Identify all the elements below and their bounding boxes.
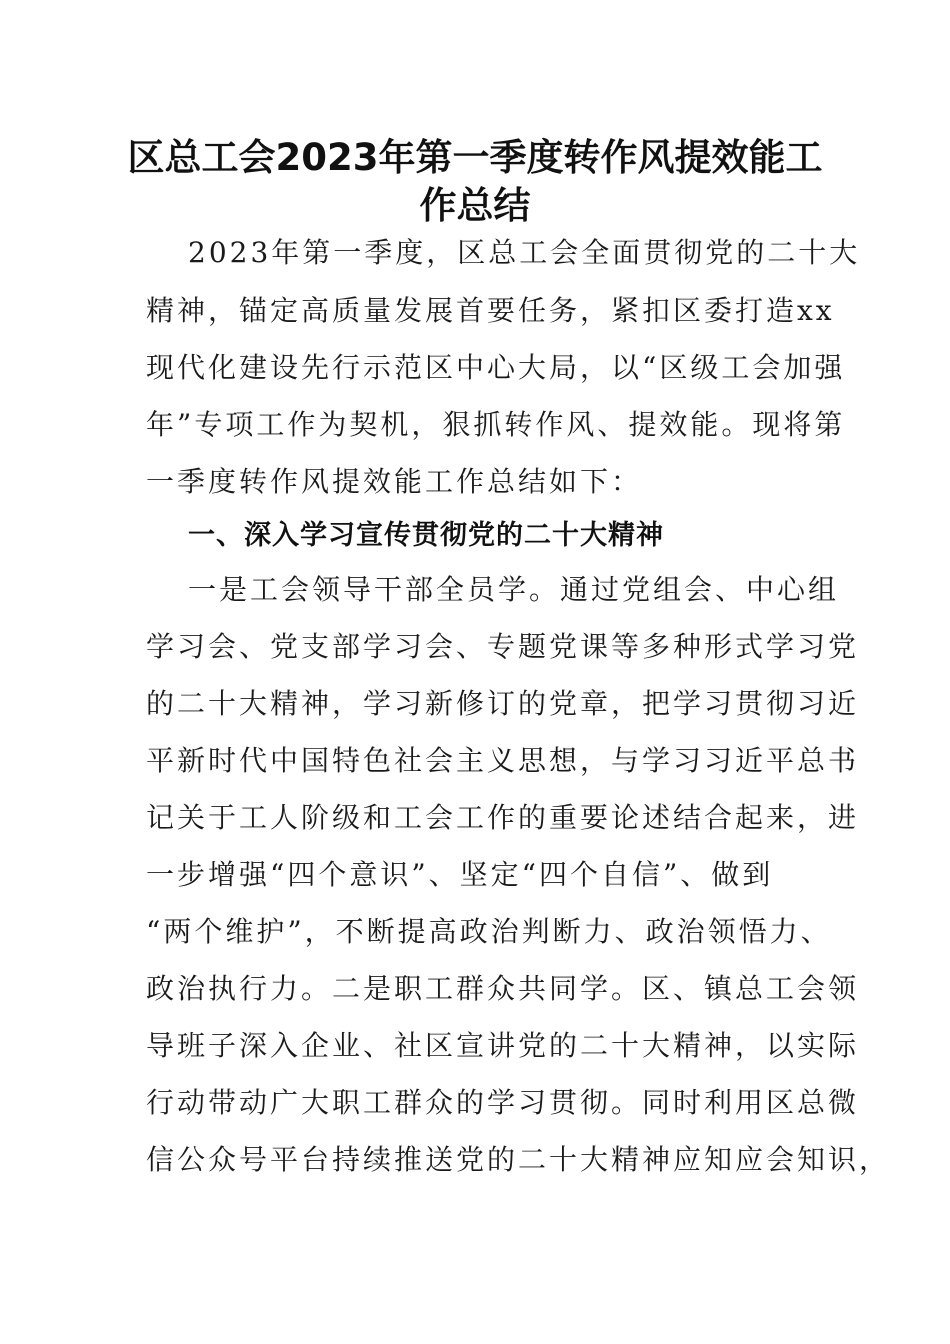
- section-paragraph-line: 记关于工人阶级和工会工作的重要论述结合起来，进: [146, 801, 860, 834]
- intro-paragraph-line: 现代化建设先行示范区中心大局，以“区级工会加强: [146, 351, 846, 384]
- section-paragraph-line: 行动带动广大职工群众的学习贯彻。同时利用区总微: [146, 1086, 860, 1119]
- intro-paragraph-line: 2023年第一季度，区总工会全面贯彻党的二十大: [188, 236, 861, 269]
- section-paragraph-line: 学习会、党支部学习会、专题党课等多种形式学习党: [146, 630, 860, 663]
- section-paragraph-line: 一步增强“四个意识”、坚定“四个自信”、做到: [146, 858, 774, 891]
- section-paragraph-line: 政治执行力。二是职工群众共同学。区、镇总工会领: [146, 972, 860, 1005]
- intro-paragraph-line: 年”专项工作为契机，狠抓转作风、提效能。现将第: [146, 408, 846, 441]
- intro-paragraph-line: 一季度转作风提效能工作总结如下：: [146, 465, 643, 498]
- section-paragraph-line: “两个维护”，不断提高政治判断力、政治领悟力、: [146, 915, 832, 948]
- section-heading: 一、深入学习宣传贯彻党的二十大精神: [188, 520, 664, 551]
- document-title-line-2: 作总结: [419, 184, 531, 227]
- section-paragraph-line: 导班子深入企业、社区宣讲党的二十大精神，以实际: [146, 1029, 860, 1062]
- section-paragraph-line: 信公众号平台持续推送党的二十大精神应知应会知识，: [146, 1143, 891, 1176]
- section-paragraph-line: 一是工会领导干部全员学。通过党组会、中心组: [188, 573, 840, 606]
- section-paragraph-line: 的二十大精神，学习新修订的党章，把学习贯彻习近: [146, 687, 860, 720]
- intro-paragraph-line: 精神，锚定高质量发展首要任务，紧扣区委打造xx: [146, 294, 835, 327]
- section-paragraph-line: 平新时代中国特色社会主义思想，与学习习近平总书: [146, 744, 860, 777]
- document-title-line-1: 区总工会2023年第一季度转作风提效能工: [127, 136, 823, 179]
